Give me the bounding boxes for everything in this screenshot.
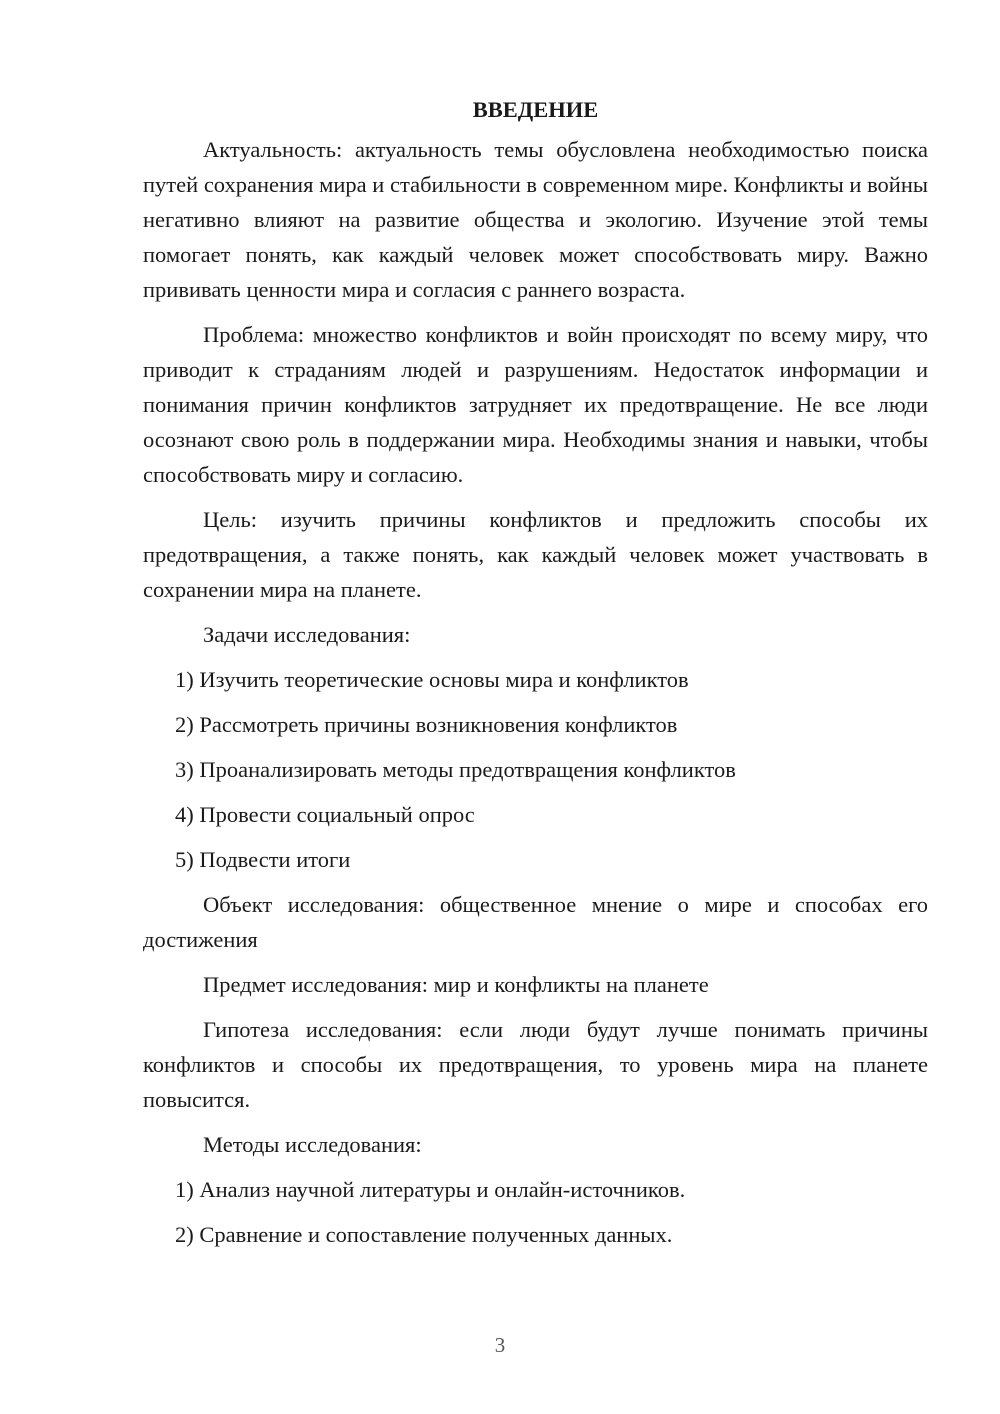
method-item: 2) Сравнение и сопоставление полученных данных. <box>175 1222 673 1247</box>
methods-heading: Методы исследования: <box>203 1132 422 1157</box>
problem-paragraph: Проблема: множество конфликтов и войн происходят по всему миру, что приводит к страданиям людей и разрушениям. Недостаток информации и понимания причин конфликтов затрудняет их предотвращение. Не все люди осознают свою роль в поддержании мира. Необходимы знания и навыки, чтобы способствовать миру и согласию. <box>143 322 928 487</box>
page-content <box>143 92 928 1262</box>
goal-paragraph: Цель: изучить причины конфликтов и предложить способы их предотвращения, а также понять, как каждый человек может участвовать в сохранении мира на планете. <box>143 507 928 602</box>
hypothesis-paragraph: Гипотеза исследования: если люди будут лучше понимать причины конфликтов и способы их предотвращения, то уровень мира на планете повысится. <box>143 1017 928 1112</box>
task-item: 3) Проанализировать методы предотвращения конфликтов <box>175 757 736 782</box>
relevance-paragraph: Актуальность: актуальность темы обусловлена необходимостью поиска путей сохранения мира и стабильности в современном мире. Конфликты и войны негативно влияют на развитие общества и экологию. Изучение этой темы помогает понять, как каждый человек может способствовать миру. Важно прививать ценности мира и согласия с раннего возраста. <box>143 137 928 302</box>
task-item: 5) Подвести итоги <box>175 847 351 872</box>
page-number: 3 <box>494 1333 506 1357</box>
section-title: ВВЕДЕНИЕ <box>472 97 599 122</box>
method-item: 1) Анализ научной литературы и онлайн-источников. <box>175 1177 686 1202</box>
task-item: 4) Провести социальный опрос <box>175 802 475 827</box>
task-item: 1) Изучить теоретические основы мира и конфликтов <box>175 667 689 692</box>
task-item: 2) Рассмотреть причины возникновения конфликтов <box>175 712 678 737</box>
object-paragraph: Объект исследования: общественное мнение о мире и способах его достижения <box>143 892 928 952</box>
subject-paragraph: Предмет исследования: мир и конфликты на планете <box>203 972 709 997</box>
tasks-heading: Задачи исследования: <box>203 622 411 647</box>
